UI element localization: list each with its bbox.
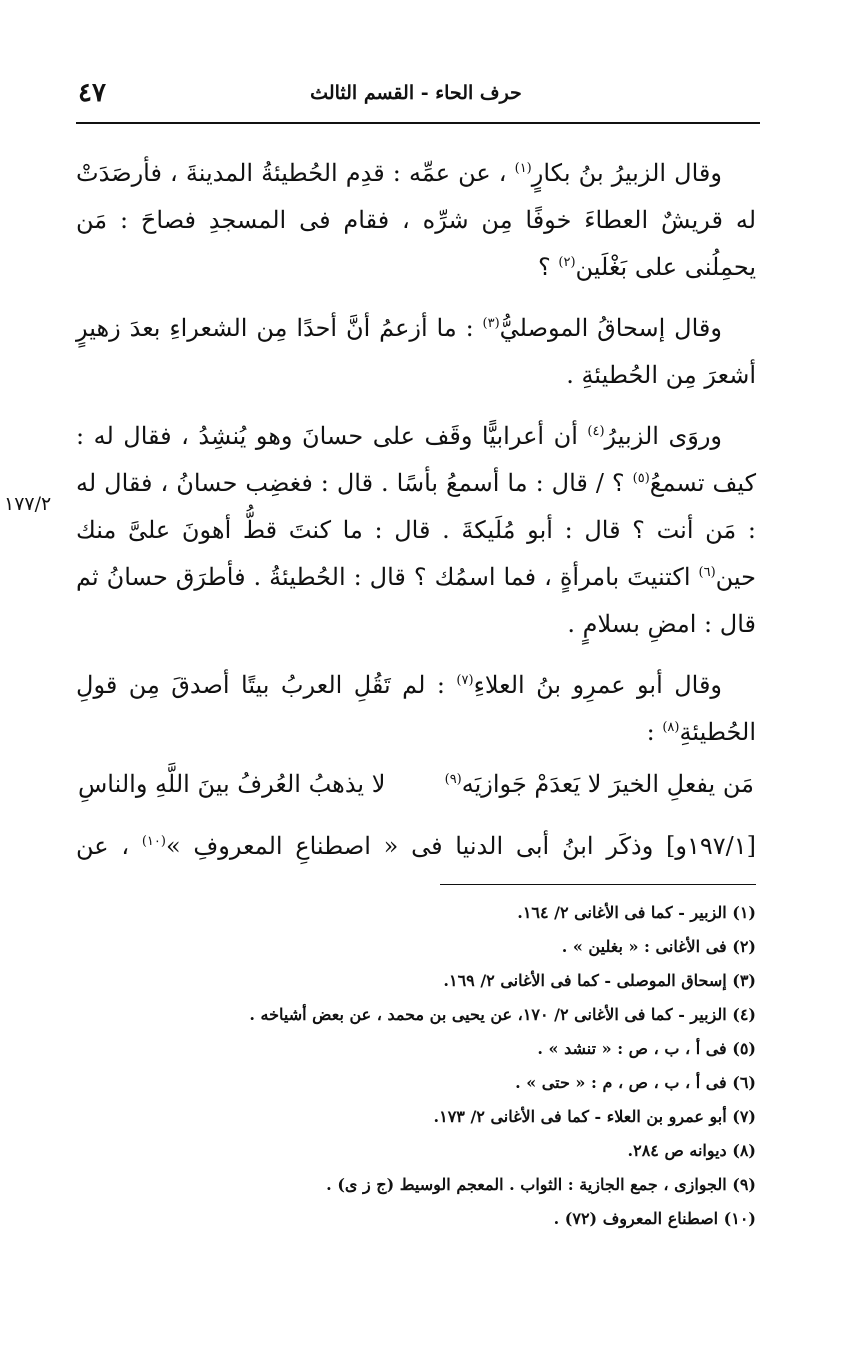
paragraph-3 — [76, 413, 756, 648]
closing-line — [76, 826, 756, 866]
text-run: أن أعرابيًّا وقَف على حسانَ وهو يُنشِدُ ، فقال له : كيف تسمعُ — [76, 422, 756, 497]
footnote: (٤) الزبير - كما فى الأغانى ٢/ ١٧٠، عن يحيى بن محمد ، عن بعض أشياخه . — [249, 1005, 756, 1024]
footnote: (٥) فى أ ، ب ، ص : « تنشد » . — [537, 1039, 756, 1058]
footnote-ref: (٩) — [444, 772, 462, 787]
text-run: ؟ — [538, 253, 559, 281]
footnote-ref: (١) — [514, 161, 532, 176]
footnote: (٦) فى أ ، ب ، ص ، م : « حتى » . — [515, 1073, 756, 1092]
footnote: (٨) ديوانه ص ٢٨٤. — [627, 1141, 756, 1160]
header-rule — [76, 122, 760, 124]
page-header — [72, 74, 760, 118]
footnote-ref: (٨) — [662, 720, 680, 735]
text-run: وروَى الزبيرُ — [604, 422, 723, 450]
verse-second-hemistich: لا يذهبُ العُرفُ بينَ اللَّهِ والناسِ — [78, 770, 386, 798]
text-run: وقال إسحاقُ الموصليُّ — [499, 314, 722, 342]
text-run: ، عن عمِّه : قدِم الحُطيئةُ المدينةَ ، فأرصَدَتْ له قريشٌ العطاءَ خوفًا مِن شرِّه ، فقام فى المسجدِ فصاحَ : مَن يحمِلُنى على بَغْلَين — [76, 159, 756, 281]
paragraph-4 — [76, 662, 756, 756]
footnote-rule — [440, 884, 756, 885]
running-title: حرف الحاء - القسم الثالث — [310, 82, 522, 104]
margin-note: ١٧٧/٢ — [4, 493, 52, 515]
text-run: وقال الزبيرُ بنُ بكارٍ — [531, 159, 722, 187]
footnote: (٩) الجوازى ، جمع الجازية : الثواب . المعجم الوسيط (ج ز ى) . — [326, 1175, 756, 1194]
footnote: (٧) أبو عمرو بن العلاء - كما فى الأغانى ٢/ ١٧٣. — [433, 1107, 756, 1126]
footnote-ref: (١٠) — [141, 834, 166, 849]
footnote-ref: (٧) — [456, 673, 474, 688]
footnote-ref: (٣) — [482, 316, 500, 331]
footnotes — [76, 896, 756, 1236]
footnote: (١) الزبير - كما فى الأغانى ٢/ ١٦٤. — [517, 903, 756, 922]
text-run: : — [646, 718, 663, 746]
footnote-ref: (٤) — [587, 424, 605, 439]
body-text — [76, 150, 756, 770]
footnote-ref: (٥) — [632, 471, 650, 486]
text-run: ، عن — [76, 832, 142, 860]
text-run: : ما أزعمُ أنَّ أحدًا مِن الشعراءِ بعدَ زهيرٍ أشعرَ مِن الحُطيئةِ . — [76, 314, 756, 389]
text-run: [١٩٧/١و] وذكَر ابنُ أبى الدنيا فى « اصطناعِ المعروفِ » — [165, 832, 757, 860]
verse-line — [76, 770, 756, 816]
footnote-ref: (٦) — [698, 565, 716, 580]
text-run: : لم تَقُلِ العربُ بيتًا أصدقَ مِن قولِ الحُطيئةِ — [76, 671, 756, 746]
footnote-ref: (٢) — [558, 255, 576, 270]
text-run: ؟ / قال : ما أسمعُ بأسًا . قال : فغضِب حسانُ ، فقال له : مَن أنت ؟ قال : أبو مُلَيكةَ . قال : ما كنتَ قطُّ أهونَ علىَّ منك حين — [76, 469, 756, 591]
footnote: (١٠) اصطناع المعروف (٧٢) . — [553, 1209, 756, 1228]
text-run: مَن يفعلِ الخيرَ لا يَعدَمْ جَوازيَه — [461, 770, 754, 798]
verse-first-hemistich — [445, 770, 754, 798]
footnote: (٣) إسحاق الموصلى - كما فى الأغانى ٢/ ١٦٩. — [443, 971, 756, 990]
paragraph-2 — [76, 305, 756, 399]
paragraph-1 — [76, 150, 756, 291]
page-number: ٤٧ — [78, 78, 106, 108]
text-run: اكتنيتَ بامرأةٍ ، فما اسمُك ؟ قال : الحُطيئةُ . فأطرَق حسانُ ثم قال : امضِ بسلامٍ . — [76, 563, 756, 638]
text-run: وقال أبو عمرِو بنُ العلاءِ — [473, 671, 723, 699]
footnote: (٢) فى الأغانى : « بغلين » . — [561, 937, 756, 956]
